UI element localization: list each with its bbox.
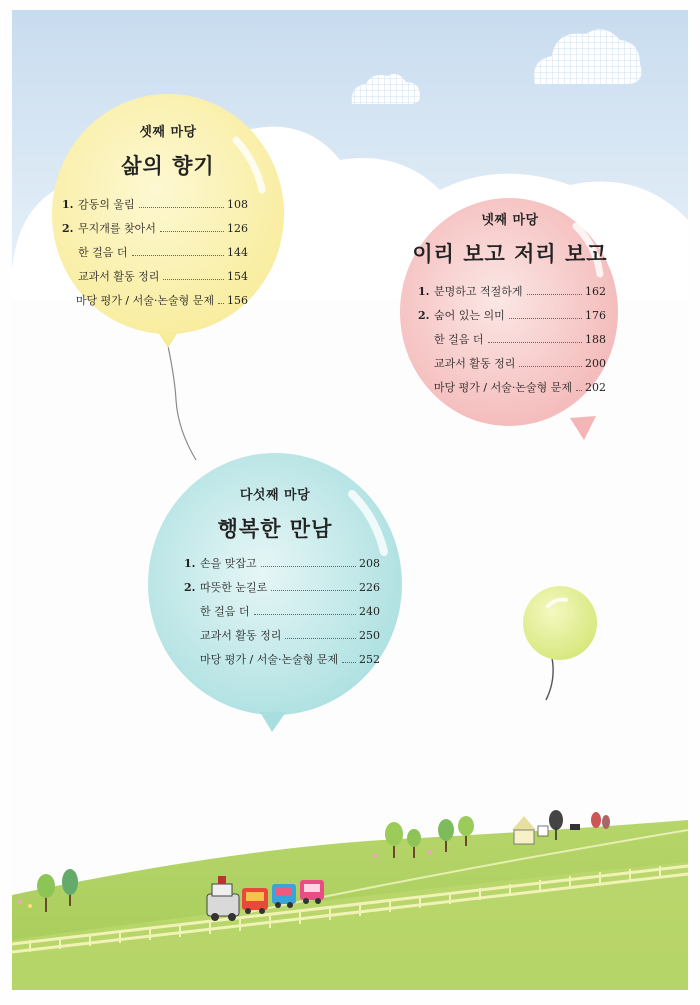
toc-page: 188 [585, 333, 606, 346]
toc-entry[interactable] [62, 196, 248, 220]
section-label: 셋째 마당 [139, 125, 197, 140]
section-label: 다섯째 마당 [239, 488, 311, 503]
section-4-toc [418, 283, 606, 403]
toc-title: 한 걸음 더 [200, 605, 250, 618]
section-heading: 이리 보고 저리 보고 [412, 242, 608, 266]
toc-number: 1. [184, 557, 196, 570]
section-label: 넷째 마당 [481, 213, 539, 228]
toc-page: 144 [227, 246, 248, 259]
toc-entry[interactable] [62, 268, 248, 292]
toc-entry[interactable] [418, 307, 606, 331]
toc-entry[interactable] [184, 627, 380, 651]
toc-title: 손을 맞잡고 [200, 557, 257, 570]
toc-page: 226 [359, 581, 380, 594]
toc-entry[interactable] [184, 651, 380, 675]
toc-number: 1. [418, 285, 430, 298]
toc-entry[interactable] [418, 331, 606, 355]
toc-title: 감동의 울림 [78, 198, 135, 211]
section-heading: 삶의 향기 [121, 154, 215, 178]
toc-entry[interactable] [418, 355, 606, 379]
toc-entry[interactable] [184, 603, 380, 627]
toc-page: 250 [359, 629, 380, 642]
toc-title: 한 걸음 더 [434, 333, 484, 346]
toc-page: 162 [585, 285, 606, 298]
section-heading: 행복한 만남 [217, 517, 333, 541]
toc-page: 176 [585, 309, 606, 322]
toc-title: 한 걸음 더 [78, 246, 128, 259]
toc-title: 교과서 활동 정리 [434, 357, 516, 370]
toc-title: 마당 평가 / 서술·논술형 문제 [75, 294, 214, 307]
toc-title: 교과서 활동 정리 [200, 629, 282, 642]
toc-page: 108 [227, 198, 248, 211]
toc-page: 154 [227, 270, 248, 283]
toc-entry[interactable] [418, 379, 606, 403]
toc-page: 208 [359, 557, 380, 570]
section-3-title-block [98, 121, 238, 180]
toc-number: 2. [184, 581, 196, 594]
toc-title: 마당 평가 / 서술·논술형 문제 [200, 653, 339, 666]
toc-entry[interactable] [62, 244, 248, 268]
toc-title: 숨어 있는 의미 [434, 309, 505, 322]
section-5-title-block [195, 484, 355, 543]
toc-entry[interactable] [62, 292, 248, 316]
toc-title: 따뜻한 눈길로 [200, 581, 268, 594]
toc-title: 마당 평가 / 서술·논술형 문제 [433, 381, 572, 394]
toc-page: 202 [585, 381, 606, 394]
toc-entry[interactable] [62, 220, 248, 244]
toc-entry[interactable] [184, 555, 380, 579]
toc-page: 252 [359, 653, 380, 666]
toc-number: 1. [62, 198, 74, 211]
toc-page: 200 [585, 357, 606, 370]
toc-page: 156 [227, 294, 248, 307]
toc-title: 분명하고 적절하게 [434, 285, 523, 298]
toc-entry[interactable] [184, 579, 380, 603]
toc-number: 2. [418, 309, 430, 322]
toc-number: 2. [62, 222, 74, 235]
toc-entry[interactable] [418, 283, 606, 307]
section-5-toc [184, 555, 380, 675]
toc-page: 240 [359, 605, 380, 618]
toc-page: 126 [227, 222, 248, 235]
toc-title: 무지개를 찾아서 [78, 222, 156, 235]
section-3-toc [62, 196, 248, 316]
toc-title: 교과서 활동 정리 [78, 270, 160, 283]
section-4-title-block [410, 209, 610, 268]
